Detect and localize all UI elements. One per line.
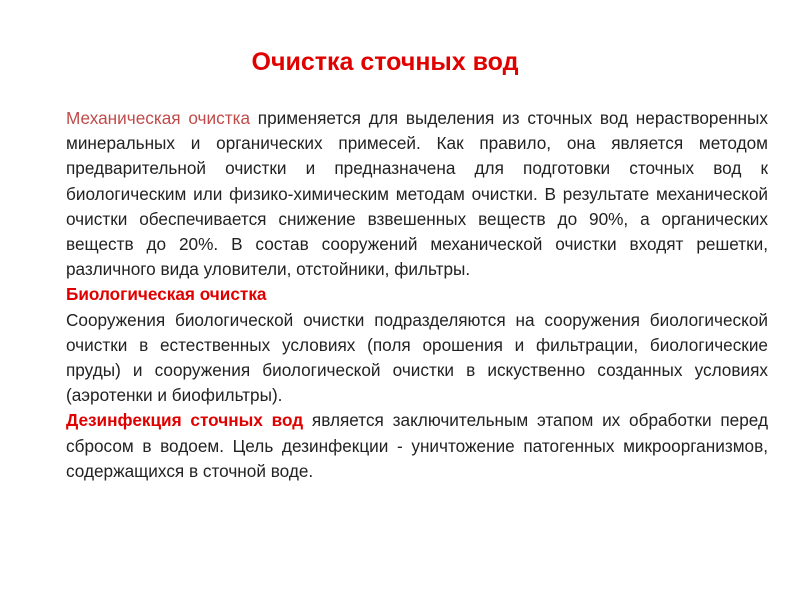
disinfection-paragraph: [66, 408, 768, 484]
slide-body: [66, 106, 768, 484]
mechanical-text: применяется для выделения из сточных вод нерастворенных минеральных и органических примесей. Как правило, она является методом предварительной очистки и предназначена для подготовки сточных вод к биологическим или физико-химическим методам очистки. В результате механической очистки обеспечивается снижение взвешенных веществ до 90%, а органических веществ до 20%. В состав сооружений механической очистки входят решетки, различного вида уловители, отстойники, фильтры.: [66, 108, 768, 280]
mechanical-lead: Механическая очистка: [66, 108, 251, 128]
slide-title: [0, 46, 770, 78]
slide-title-text: Очистка сточных вод: [251, 48, 519, 76]
biological-text: Сооружения биологической очистки подразделяются на сооружения биологической очистки в естественных условиях (поля орошения и фильтрации, биологические пруды) и сооружения биологической очистки в искуственно созданных условиях (аэротенки и биофильтры).: [66, 309, 768, 406]
disinfection-text: является заключительным этапом их обработки перед сбросом в водоем. Цель дезинфекции - уничтожение патогенных микроорганизмов, содержащихся в сточной воде.: [66, 410, 768, 481]
mechanical-paragraph: [66, 106, 768, 282]
disinfection-lead: Дезинфекция сточных вод: [66, 410, 304, 431]
biological-paragraph: [66, 282, 768, 408]
biological-heading: Биологическая очистка: [66, 284, 267, 305]
